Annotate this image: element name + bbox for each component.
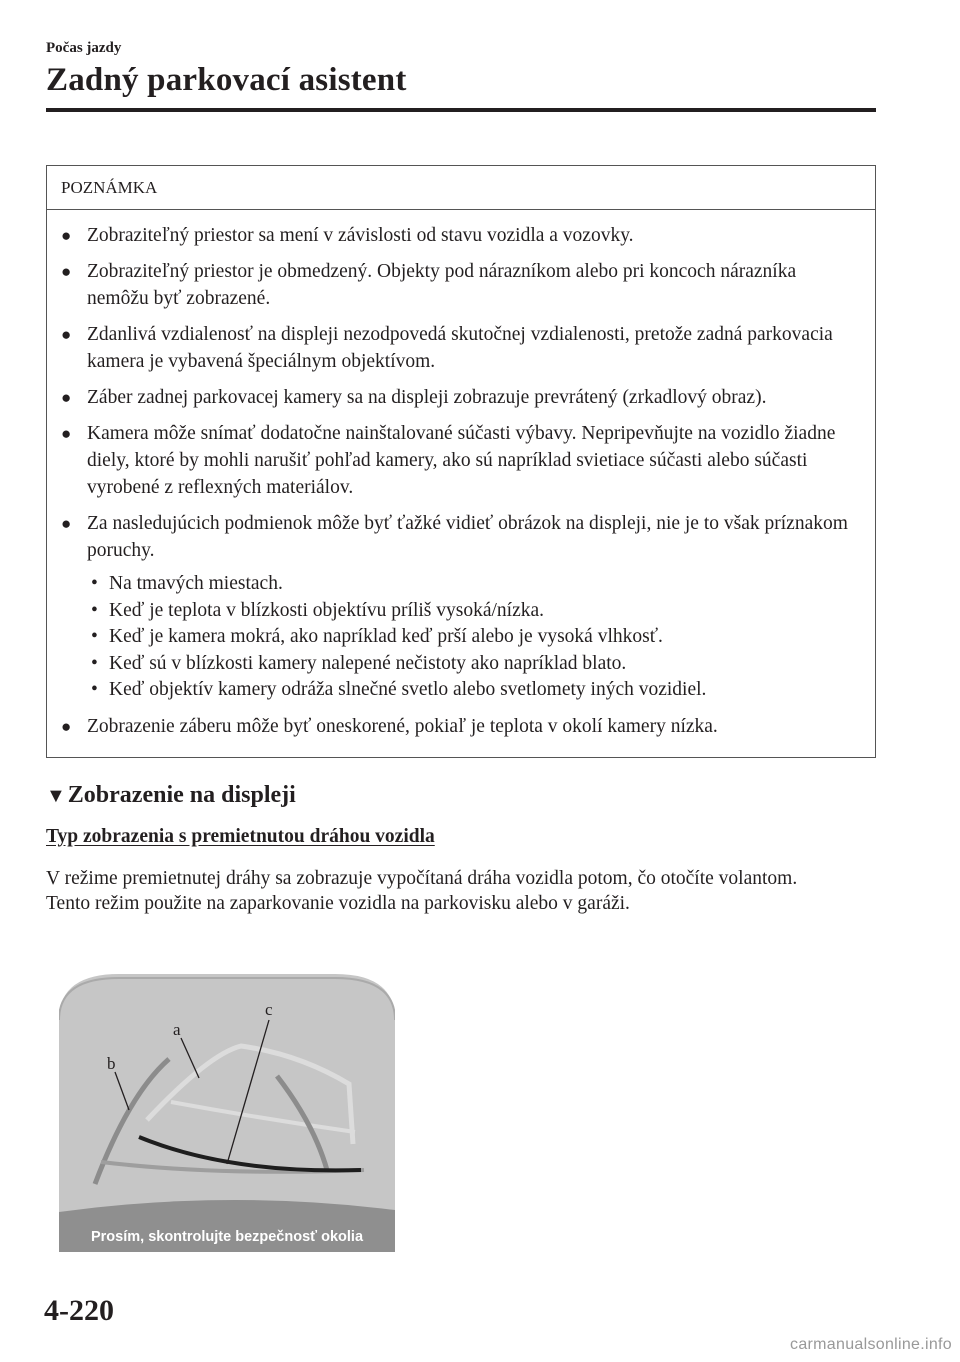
bullet-icon: ● [61, 262, 72, 281]
small-bullet-icon: • [91, 652, 98, 674]
note-item-text: Záber zadnej parkovacej kamery sa na displeji zobrazuje prevrátený (zrkadlový obraz). [87, 387, 767, 408]
note-item-text: Kamera môže snímať dodatočne nainštalované súčasti výbavy. Nepripevňujte na vozidlo žiadne diely, ktoré by mohli narušiť pohľad kamery, ako sú napríklad svietiace súčasti alebo súčasti vyrobené z reflexných materiálov. [87, 423, 836, 498]
paragraph: V režime premietnutej dráhy sa zobrazuje vypočítaná dráha vozidla potom, čo otočíte volantom. [46, 868, 798, 889]
note-item [61, 713, 855, 740]
bullet-icon: ● [61, 226, 72, 245]
note-item [61, 321, 855, 375]
condition-item [87, 598, 855, 625]
condition-text: Keď je kamera mokrá, ako napríklad keď prší alebo je vysoká vlhkosť. [109, 626, 663, 647]
note-item [61, 510, 855, 704]
width-guide-line [147, 1046, 353, 1144]
note-heading: POZNÁMKA [47, 166, 875, 210]
triangle-down-icon: ▼ [46, 785, 66, 807]
condition-text: Keď je teplota v blízkosti objektívu príliš vysoká/nízka. [109, 599, 545, 621]
bullet-icon: ● [61, 424, 72, 443]
small-bullet-icon: • [91, 626, 98, 647]
paragraph: Tento režim použite na zaparkovanie vozidla na parkovisku alebo v garáži. [46, 893, 630, 914]
leader-line-c [227, 1020, 269, 1164]
small-bullet-icon: • [91, 679, 98, 700]
note-item [61, 258, 855, 312]
note-item [61, 384, 855, 411]
camera-guide-lines [59, 974, 395, 1252]
display-type-heading: Typ zobrazenia s premietnutou dráhou vozidla [46, 826, 435, 847]
callout-label-c: c [265, 1000, 273, 1019]
note-list [47, 210, 875, 740]
callout-label-a: a [173, 1020, 181, 1039]
condition-text: Keď sú v blízkosti kamery nalepené nečistoty ako napríklad blato. [109, 652, 627, 674]
subsection-title [46, 782, 296, 809]
note-item-text: Zobrazenie záberu môže byť oneskorené, pokiaľ je teplota v okolí kamery nízka. [87, 715, 718, 737]
condition-text: Keď objektív kamery odráža slnečné svetlo alebo svetlomety iných vozidiel. [109, 679, 707, 700]
title-rule [46, 108, 876, 112]
note-item-text: Zobraziteľný priestor je obmedzený. Objekty pod nárazníkom alebo pri koncoch nárazníka nemôžu byť zobrazené. [87, 261, 797, 309]
bullet-icon: ● [61, 514, 72, 533]
note-item-text: Zdanlivá vzdialenosť na displeji nezodpovedá skutočnej vzdialenosti, pretože zadná parkovacia kamera je vybavená špeciálnym objektívom. [87, 324, 833, 372]
leader-line-a [181, 1038, 199, 1078]
condition-list [87, 571, 855, 704]
body-text [46, 866, 886, 916]
leader-line-b [115, 1072, 129, 1110]
distance-guide-line [171, 1102, 355, 1132]
condition-item [87, 651, 855, 678]
footer-watermark: carmanualsonline.info [790, 1336, 952, 1353]
display-corner-mask [59, 974, 395, 1020]
page-title: Zadný parkovací asistent [46, 62, 407, 98]
small-bullet-icon: • [91, 599, 98, 621]
subsection-title-text: Zobrazenie na displeji [67, 782, 296, 808]
bullet-icon: ● [61, 716, 72, 736]
note-item [61, 222, 855, 249]
bullet-icon: ● [61, 388, 72, 407]
condition-item [87, 677, 855, 704]
small-bullet-icon: • [91, 573, 98, 594]
display-frame-edge [59, 978, 395, 1020]
note-item-text: Za nasledujúcich podmienok môže byť ťažké vidieť obrázok na displeji, nie je to však príznakom poruchy. [87, 513, 848, 561]
rear-camera-display-figure [59, 974, 395, 1252]
note-box [46, 165, 876, 758]
safety-warning-text: Prosím, skontrolujte bezpečnosť okolia [90, 1229, 364, 1245]
page-number: 4-220 [44, 1294, 114, 1327]
condition-item [87, 624, 855, 651]
callout-label-b: b [107, 1054, 116, 1073]
bullet-icon: ● [61, 325, 72, 344]
chapter-label: Počas jazdy [46, 40, 122, 56]
note-item [61, 420, 855, 501]
note-item-text: Zobraziteľný priestor sa mení v závislosti od stavu vozidla a vozovky. [87, 225, 634, 246]
condition-text: Na tmavých miestach. [109, 573, 283, 594]
condition-item [87, 571, 855, 598]
